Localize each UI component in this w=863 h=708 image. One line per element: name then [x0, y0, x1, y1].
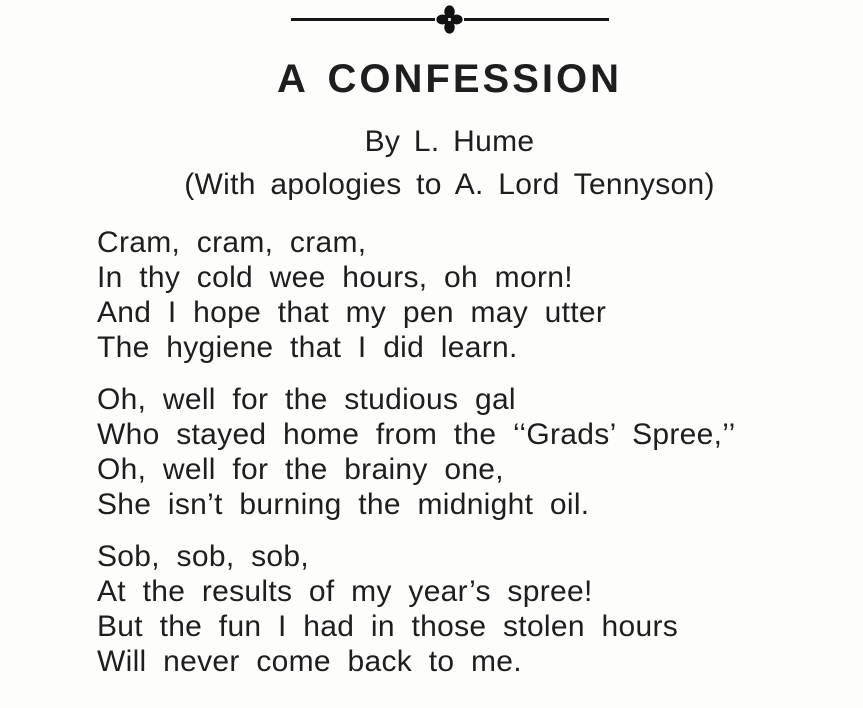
- poem-line: Will never come back to me.: [97, 645, 522, 678]
- poem-line: The hygiene that I did learn.: [97, 331, 518, 364]
- section-divider: [291, 2, 609, 36]
- poem-line: At the results of my year’s spree!: [97, 575, 593, 608]
- stanza-2: [97, 382, 863, 522]
- poem-line: Cram, cram, cram,: [97, 226, 367, 259]
- poem-line: And I hope that my pen may utter: [97, 296, 607, 329]
- divider-line-right: [464, 18, 609, 21]
- poem-line: Who stayed home from the ‘‘Grads’ Spree,’’: [97, 418, 736, 451]
- stanza-3: [97, 539, 863, 679]
- poem-line: But the fun I had in those stolen hours: [97, 610, 679, 643]
- poem-line: Oh, well for the brainy one,: [97, 453, 504, 486]
- poem-line: Sob, sob, sob,: [97, 540, 309, 573]
- poem-line: Oh, well for the studious gal: [97, 383, 516, 416]
- poem-title: A CONFESSION: [277, 57, 622, 101]
- poem-body: [97, 225, 863, 679]
- poem-dedication: (With apologies to A. Lord Tennyson): [184, 168, 715, 201]
- quatrefoil-icon: [436, 5, 463, 34]
- page-header: [0, 2, 863, 202]
- poem-line: In thy cold wee hours, oh morn!: [97, 261, 573, 294]
- divider-line-left: [291, 18, 436, 21]
- poem-byline: By L. Hume: [364, 125, 535, 158]
- stanza-1: [97, 225, 863, 365]
- poem-line: She isn’t burning the midnight oil.: [97, 488, 590, 521]
